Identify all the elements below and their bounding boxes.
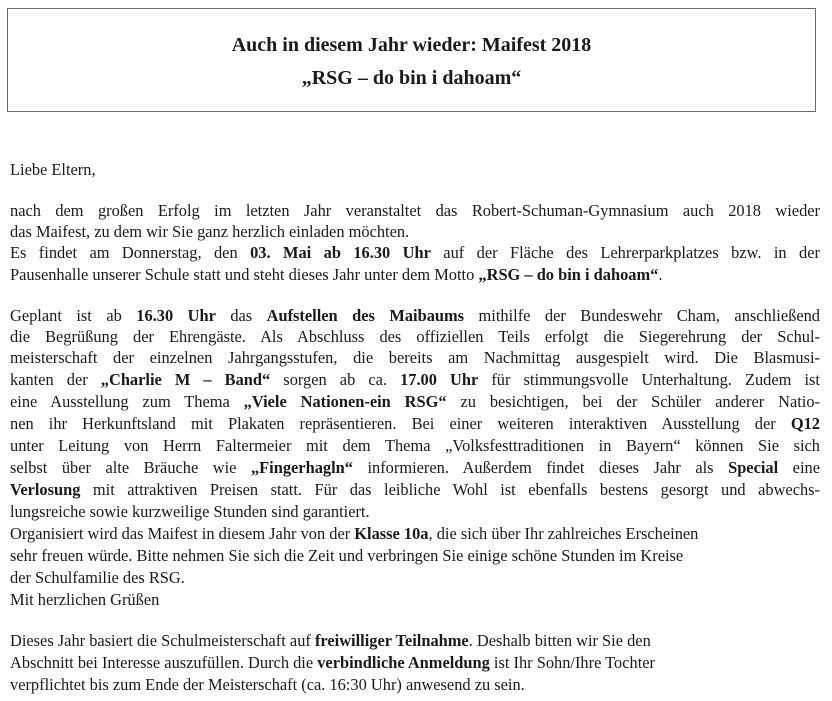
page-subtitle-motto: „RSG – do bin i dahoam“: [301, 67, 522, 89]
paragraph-line: das Maifest, zu dem wir Sie ganz herzlich einladen möchten.: [10, 222, 410, 241]
paragraph-line: Organisiert wird das Maifest in diesem Jahr von der Klasse 10a, die sich über Ihr zahlreiches Erscheinen: [10, 524, 699, 543]
paragraph-line: sehr freuen würde. Bitte nehmen Sie sich die Zeit und verbringen Sie einige schöne Stunden im Kreise: [10, 546, 684, 565]
header-box: [7, 8, 816, 112]
page-title: Auch in diesem Jahr wieder: Maifest 2018: [231, 34, 592, 56]
paragraph-line: lungsreiche sowie kurzweilige Stunden sind garantiert.: [10, 502, 370, 521]
paragraph-line: meisterschaft der einzelnen Jahrgangsstufen, die bereits am Nachmittag ausgespielt wird. Die Blasmusi-: [10, 348, 820, 367]
paragraph-line: Dieses Jahr basiert die Schulmeisterschaft auf freiwilliger Teilnahme. Deshalb bitten wir Sie den: [10, 631, 651, 650]
salutation: Liebe Eltern,: [10, 160, 96, 179]
closing-greeting: Mit herzlichen Grüßen: [10, 590, 160, 609]
paragraph-line: Verlosung mit attraktiven Preisen statt. Für das leibliche Wohl ist ebenfalls bestens gesorgt und abwechs-: [10, 480, 820, 499]
paragraph-line: nen ihr Herkunftsland mit Plakaten repräsentieren. Bei einer weiteren interaktiven Ausstellung der Q12: [10, 414, 820, 433]
paragraph-line: verpflichtet bis zum Ende der Meisterschaft (ca. 16:30 Uhr) anwesend zu sein.: [10, 675, 525, 694]
paragraph-line: kanten der „Charlie M – Band“ sorgen ab ca. 17.00 Uhr für stimmungsvolle Unterhaltung. Zudem ist: [10, 370, 820, 389]
paragraph-line: unter Leitung von Herrn Faltermeier mit dem Thema „Volksfesttraditionen in Bayern“ können Sie sich: [10, 436, 820, 455]
paragraph-line: Abschnitt bei Interesse auszufüllen. Durch die verbindliche Anmeldung ist Ihr Sohn/Ihre Tochter: [10, 653, 655, 672]
paragraph-line: selbst über alte Bräuche wie „Fingerhagln“ informieren. Außerdem findet dieses Jahr als Special eine: [10, 458, 820, 477]
paragraph-line: Geplant ist ab 16.30 Uhr das Aufstellen des Maibaums mithilfe der Bundeswehr Cham, anschließend: [10, 306, 820, 325]
paragraph-line: Es findet am Donnerstag, den 03. Mai ab 16.30 Uhr auf der Fläche des Lehrerparkplatzes bzw. in der: [10, 243, 820, 262]
paragraph-line: eine Ausstellung zum Thema „Viele Nationen-ein RSG“ zu besichtigen, bei der Schüler anderer Natio-: [10, 392, 820, 411]
paragraph-line: Pausenhalle unserer Schule statt und steht dieses Jahr unter dem Motto „RSG – do bin i dahoam“.: [10, 265, 663, 284]
paragraph-line: der Schulfamilie des RSG.: [10, 568, 185, 587]
paragraph-line: die Begrüßung der Ehrengäste. Als Abschluss des offiziellen Teils erfolgt die Siegerehrung der Schul-: [10, 327, 820, 346]
paragraph-line: nach dem großen Erfolg im letzten Jahr veranstaltet das Robert-Schuman-Gymnasium auch 2018 wieder: [10, 201, 820, 220]
